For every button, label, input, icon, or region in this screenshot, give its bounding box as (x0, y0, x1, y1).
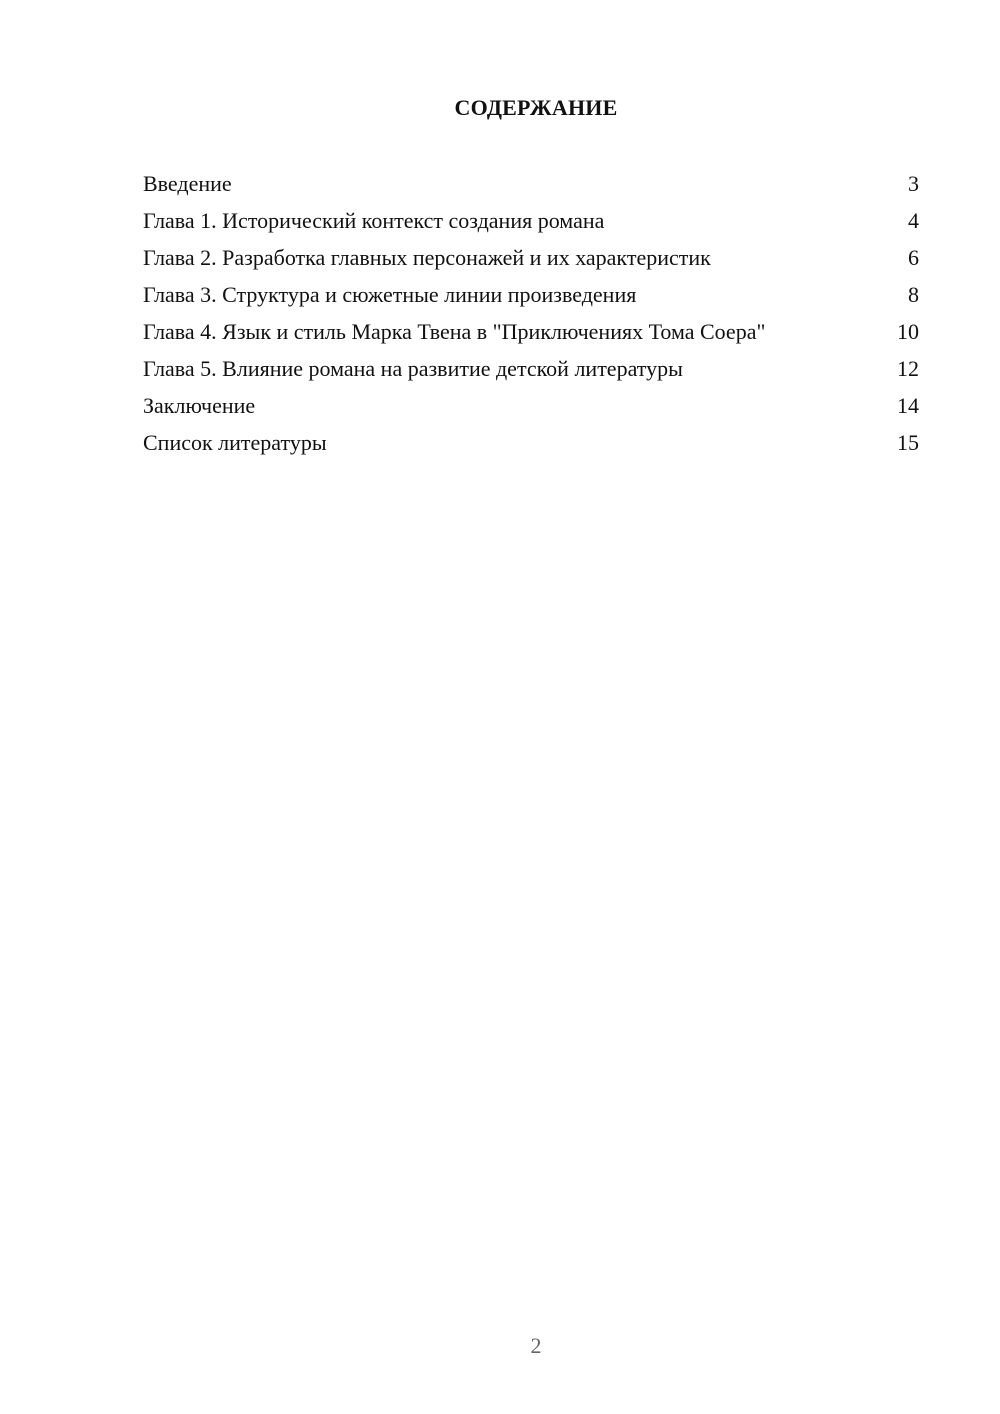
toc-entry-conclusion (143, 392, 919, 419)
toc-entry-page: 10 (897, 319, 919, 344)
toc-entry-page: 6 (908, 245, 919, 270)
toc-entry-bibliography (143, 429, 919, 456)
page-title: СОДЕРЖАНИЕ (454, 95, 618, 120)
toc-entry-title: Список литературы (143, 430, 327, 455)
toc-entry-page: 14 (897, 393, 919, 418)
toc-entry-title: Введение (143, 171, 232, 196)
toc-entry-page: 4 (908, 208, 919, 233)
toc-entry-chapter-3 (143, 281, 919, 308)
toc-entry-page: 15 (897, 430, 919, 455)
page-number: 2 (530, 1333, 542, 1358)
toc-entry-chapter-5 (143, 355, 919, 382)
toc-entry-page: 8 (908, 282, 919, 307)
table-of-contents (143, 170, 919, 466)
toc-entry-title: Глава 1. Исторический контекст создания романа (143, 208, 605, 233)
toc-entry-title: Глава 4. Язык и стиль Марка Твена в "Приключениях Тома Соера" (143, 319, 766, 344)
toc-entry-chapter-1 (143, 207, 919, 234)
toc-entry-chapter-2 (143, 244, 919, 271)
toc-entry-chapter-4 (143, 318, 919, 345)
toc-entry-title: Глава 5. Влияние романа на развитие детской литературы (143, 356, 683, 381)
toc-entry-title: Заключение (143, 393, 256, 418)
toc-entry-page: 3 (908, 171, 919, 196)
toc-entry-page: 12 (897, 356, 919, 381)
toc-entry-introduction (143, 170, 919, 197)
toc-entry-title: Глава 3. Структура и сюжетные линии произведения (143, 282, 637, 307)
toc-entry-title: Глава 2. Разработка главных персонажей и их характеристик (143, 245, 711, 270)
